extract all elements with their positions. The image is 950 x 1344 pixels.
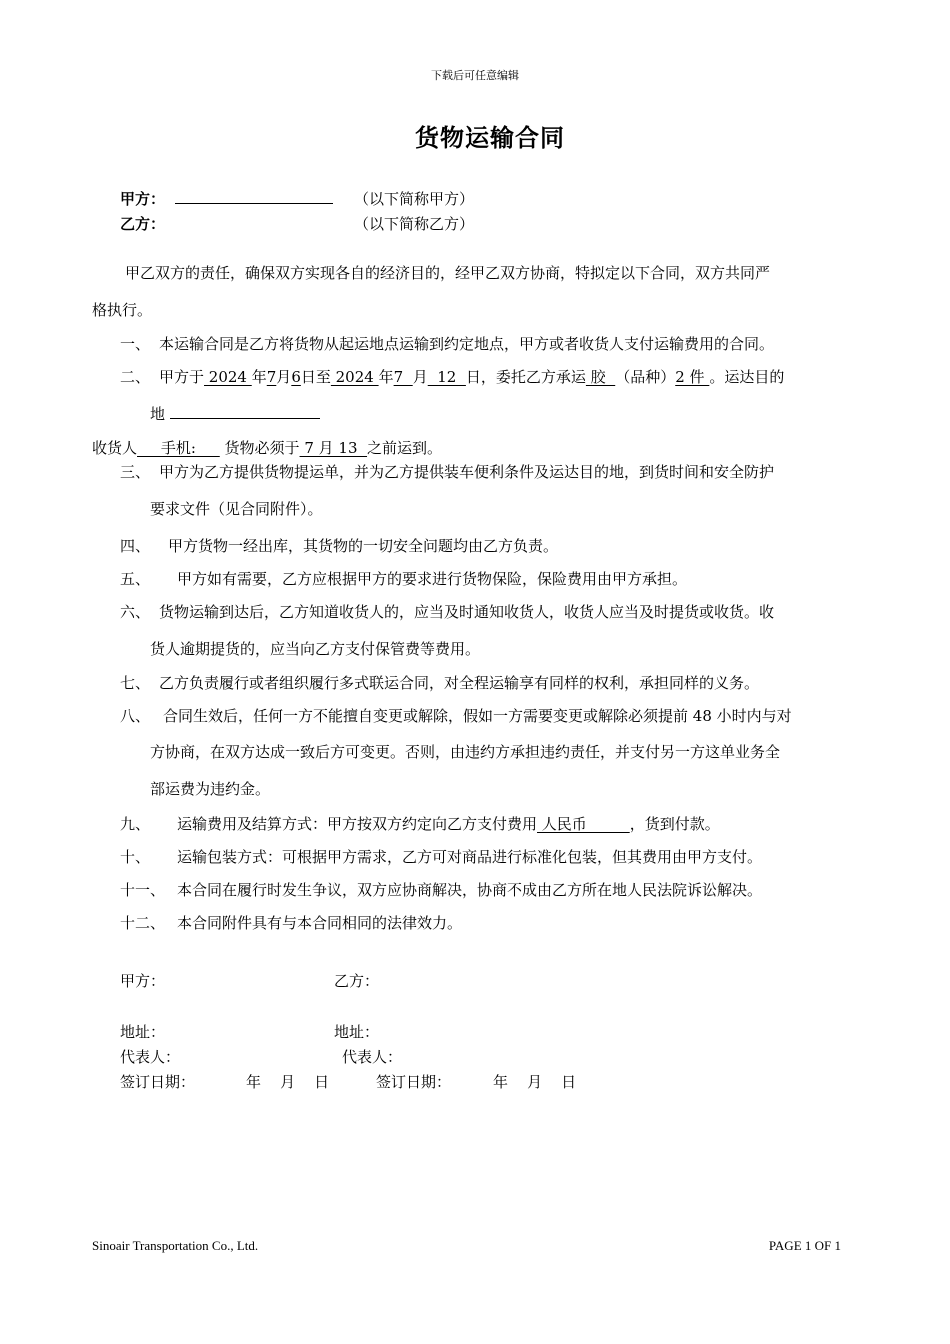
clause-5-text: 甲方如有需要，乙方应根据甲方的要求进行货物保险，保险费用由甲方承担。	[177, 570, 688, 588]
party-a-note: （以下简称甲方）	[354, 190, 475, 208]
clause-8-number: 八、	[120, 707, 151, 725]
clause-10-text: 运输包装方式：可根据甲方需求，乙方可对商品进行标准化包装，但其费用由甲方支付。	[177, 848, 763, 866]
sign-date-a-label: 签订日期：	[120, 1073, 196, 1091]
clause-2-text: （品种）	[615, 368, 676, 386]
clause-11-text: 本合同在履行时发生争议，双方应协商解决，协商不成由乙方所在地人民法院诉讼解决。	[177, 881, 763, 899]
payment-currency: 人民币	[537, 815, 630, 833]
clause-5-number: 五、	[120, 570, 151, 588]
sign-party-b: 乙方：	[334, 972, 380, 990]
clause-2-text: 甲方于	[159, 368, 205, 386]
representative-b: 代表人：	[342, 1048, 403, 1066]
clause-7-text: 乙方负责履行或者组织履行多式联运合同，对全程运输享有同样的权利，承担同样的义务。	[159, 674, 760, 692]
clause-9-number: 九、	[120, 815, 151, 833]
clause-2-text: 日至	[300, 368, 331, 386]
clause-2-text: 。运达目的	[709, 368, 785, 386]
clause-3-number: 三、	[120, 463, 151, 481]
address-b: 地址：	[334, 1023, 380, 1041]
destination-blank	[170, 403, 320, 419]
clause-2-text: 年	[251, 368, 267, 386]
start-year: 2024	[204, 368, 252, 386]
clause-11-number: 十一、	[120, 881, 166, 899]
deadline-label: 货物必须于	[224, 439, 300, 457]
footer-company: Sinoair Transportation Co., Ltd.	[92, 1238, 259, 1253]
end-month: 7	[393, 368, 413, 386]
address-a: 地址：	[120, 1023, 166, 1041]
start-month: 7	[266, 368, 277, 386]
clause-4-text: 甲方货物一经出库，其货物的一切安全问题均由乙方负责。	[168, 537, 559, 555]
sign-party-a: 甲方：	[120, 972, 166, 990]
clause-9-text	[177, 813, 720, 834]
document-title: 货物运输合同	[415, 124, 565, 152]
destination-label: 地	[150, 405, 166, 423]
end-year: 2024	[330, 368, 379, 386]
deadline-end: 之前运到。	[367, 439, 443, 457]
clause-12-number: 十二、	[120, 914, 166, 932]
clause-1-text: 本运输合同是乙方将货物从起运地点运输到约定地点，甲方或者收货人支付运输费用的合同。	[159, 335, 775, 353]
sign-date-b-ymd: 年 月 日	[493, 1073, 577, 1091]
clause-2-line-3	[92, 437, 442, 458]
sign-date-a-ymd: 年 月 日	[246, 1073, 330, 1091]
deadline-date: 7 月 13	[299, 439, 368, 457]
start-day: 6	[291, 368, 301, 386]
intro-line-2: 格执行。	[92, 301, 153, 319]
goods-type: 胶	[585, 368, 616, 386]
clause-2-text: 日，委托乙方承运	[465, 368, 586, 386]
receiver-label: 收货人	[92, 439, 138, 457]
clause-2-line-1	[159, 366, 784, 387]
clause-2-text: 月	[276, 368, 292, 386]
receiver-phone: 手机:	[137, 439, 220, 457]
goods-quantity: 2 件	[675, 368, 710, 386]
sign-date-b-label: 签订日期：	[376, 1073, 452, 1091]
clause-9-text-part: ，货到付款。	[629, 815, 720, 833]
clause-2-number: 二、	[120, 368, 151, 386]
party-b-note: （以下简称乙方）	[354, 215, 475, 233]
clause-6-line-2: 货人逾期提货的，应当向乙方支付保管费等费用。	[150, 640, 481, 658]
clause-2-text: 月	[412, 368, 428, 386]
clause-10-number: 十、	[120, 848, 151, 866]
clause-9-text-part: 运输费用及结算方式：甲方按双方约定向乙方支付费用	[177, 815, 538, 833]
clause-3-line-1: 甲方为乙方提供货物提运单，并为乙方提供装车便利条件及运达目的地，到货时间和安全防护	[159, 463, 775, 481]
clause-8-line-1: 合同生效后，任何一方不能擅自变更或解除，假如一方需要变更或解除必须提前 48 小时内与对	[163, 707, 792, 725]
clause-4-number: 四、	[120, 537, 151, 555]
footer-page-number: PAGE 1 OF 1	[768, 1238, 841, 1253]
end-day: 12	[427, 368, 466, 386]
clause-12-text: 本合同附件具有与本合同相同的法律效力。	[177, 914, 463, 932]
party-a-label: 甲方：	[120, 190, 166, 208]
clause-8-line-2: 方协商，在双方达成一致后方可变更。否则，由违约方承担违约责任，并支付另一方这单业务全	[150, 743, 781, 761]
party-a-blank	[175, 188, 333, 204]
header-note: 下载后可任意编辑	[431, 69, 519, 82]
clause-6-line-1: 货物运输到达后，乙方知道收货人的，应当及时通知收货人，收货人应当及时提货或收货。收	[159, 603, 775, 621]
intro-line-1: 甲乙双方的责任，确保双方实现各自的经济目的，经甲乙双方协商，特拟定以下合同，双方共同严	[125, 264, 771, 282]
clause-2-text: 年	[378, 368, 394, 386]
party-b-label: 乙方：	[120, 215, 166, 233]
clause-3-line-2: 要求文件（见合同附件）。	[150, 500, 323, 518]
clause-7-number: 七、	[120, 674, 151, 692]
clause-1-number: 一、	[120, 335, 151, 353]
representative-a: 代表人：	[120, 1048, 181, 1066]
clause-6-number: 六、	[120, 603, 151, 621]
clause-8-line-3: 部运费为违约金。	[150, 780, 271, 798]
